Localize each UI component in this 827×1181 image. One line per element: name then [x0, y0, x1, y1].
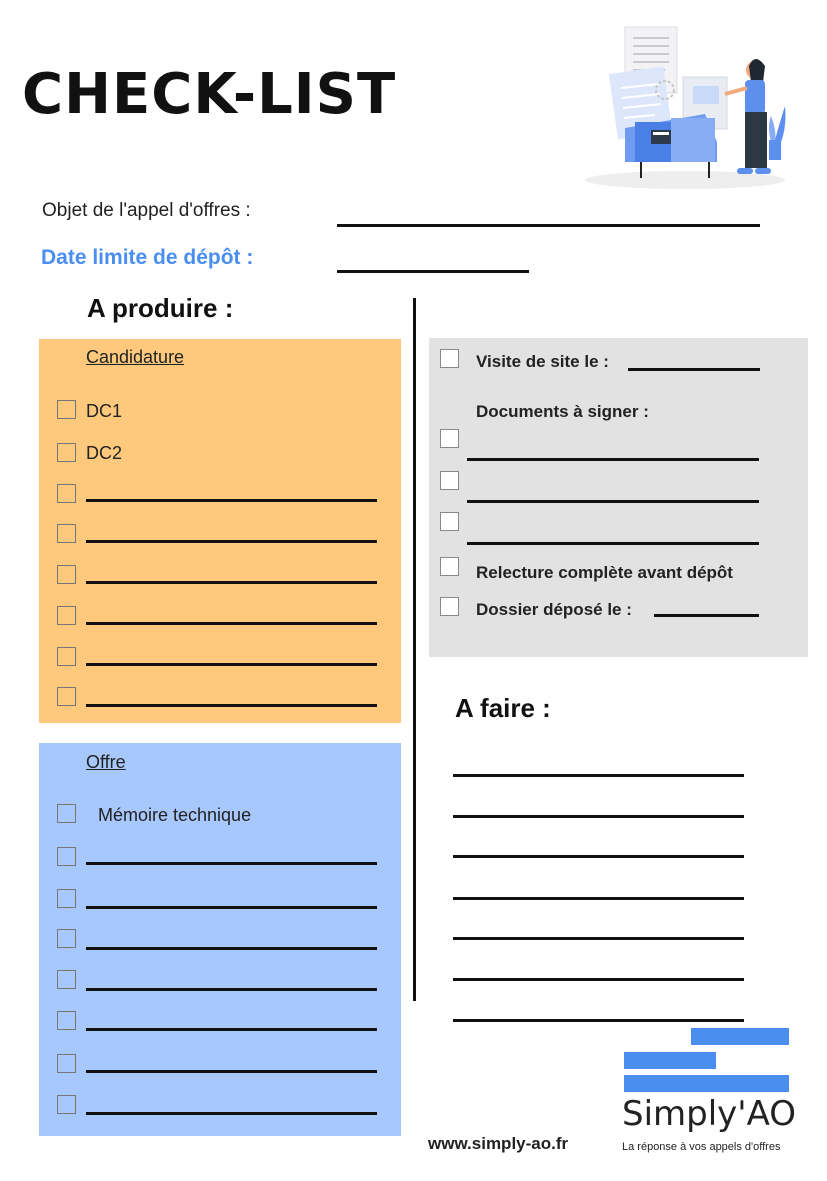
checkbox-candidature-4[interactable] — [57, 524, 76, 543]
offre-line-2[interactable] — [86, 862, 377, 865]
checkbox-candidature-5[interactable] — [57, 565, 76, 584]
candidature-line-3[interactable] — [86, 499, 377, 502]
candidature-line-4[interactable] — [86, 540, 377, 543]
logo-bar-1 — [691, 1028, 789, 1045]
date-limite-field[interactable] — [337, 270, 529, 273]
candidature-title: Candidature — [86, 347, 185, 367]
vertical-divider — [413, 298, 416, 1001]
offre-title: Offre — [86, 752, 126, 772]
item-dc1: DC1 — [86, 401, 123, 421]
item-memoire-technique: Mémoire technique — [98, 805, 252, 825]
checkbox-offre-7[interactable] — [57, 1054, 76, 1073]
todo-line-5[interactable] — [453, 937, 744, 940]
page-title: CHECK-LIST — [22, 62, 397, 127]
documents-signer-label: Documents à signer : — [476, 402, 649, 421]
produire-heading: A produire : — [87, 293, 234, 323]
checkbox-dc2[interactable] — [57, 443, 76, 462]
dossier-depose-date-field[interactable] — [654, 614, 759, 617]
checkbox-offre-8[interactable] — [57, 1095, 76, 1114]
checkbox-document-2[interactable] — [440, 471, 459, 490]
objet-field[interactable] — [337, 224, 760, 227]
visite-site-date-field[interactable] — [628, 368, 760, 371]
candidature-panel — [39, 339, 401, 723]
item-dc2: DC2 — [86, 443, 123, 463]
offre-line-3[interactable] — [86, 906, 377, 909]
checkbox-offre-4[interactable] — [57, 929, 76, 948]
dossier-depose-label: Dossier déposé le : — [476, 600, 632, 619]
candidature-line-7[interactable] — [86, 663, 377, 666]
candidature-line-5[interactable] — [86, 581, 377, 584]
checkbox-offre-3[interactable] — [57, 889, 76, 908]
checkbox-offre-6[interactable] — [57, 1011, 76, 1030]
todo-line-7[interactable] — [453, 1019, 744, 1022]
offre-line-4[interactable] — [86, 947, 377, 950]
document-line-1[interactable] — [467, 458, 759, 461]
checkbox-dossier-depose[interactable] — [440, 597, 459, 616]
document-line-3[interactable] — [467, 542, 759, 545]
todo-line-6[interactable] — [453, 978, 744, 981]
logo-bar-2 — [624, 1052, 716, 1069]
offre-line-5[interactable] — [86, 988, 377, 991]
todo-line-4[interactable] — [453, 897, 744, 900]
checkbox-memoire-technique[interactable] — [57, 804, 76, 823]
checkbox-candidature-7[interactable] — [57, 647, 76, 666]
faire-heading: A faire : — [455, 693, 551, 723]
checkbox-relecture[interactable] — [440, 557, 459, 576]
todo-line-2[interactable] — [453, 815, 744, 818]
logo-name: Simply'AO — [622, 1094, 797, 1134]
checkbox-document-3[interactable] — [440, 512, 459, 531]
checkbox-candidature-3[interactable] — [57, 484, 76, 503]
objet-label: Objet de l'appel d'offres : — [42, 200, 251, 221]
checkbox-offre-2[interactable] — [57, 847, 76, 866]
todo-line-1[interactable] — [453, 774, 744, 777]
offre-line-7[interactable] — [86, 1070, 377, 1073]
checkbox-document-1[interactable] — [440, 429, 459, 448]
checkbox-visite-site[interactable] — [440, 349, 459, 368]
side-panel — [429, 338, 808, 657]
candidature-line-6[interactable] — [86, 622, 377, 625]
offre-line-8[interactable] — [86, 1112, 377, 1115]
office-illustration — [585, 22, 790, 192]
offre-panel — [39, 743, 401, 1136]
checkbox-candidature-6[interactable] — [57, 606, 76, 625]
relecture-label: Relecture complète avant dépôt — [476, 563, 733, 582]
checkbox-candidature-8[interactable] — [57, 687, 76, 706]
offre-line-6[interactable] — [86, 1028, 377, 1031]
website-link[interactable]: www.simply-ao.fr — [428, 1134, 569, 1153]
checkbox-dc1[interactable] — [57, 400, 76, 419]
todo-line-3[interactable] — [453, 855, 744, 858]
date-limite-label: Date limite de dépôt : — [41, 246, 254, 269]
candidature-line-8[interactable] — [86, 704, 377, 707]
document-line-2[interactable] — [467, 500, 759, 503]
visite-site-label: Visite de site le : — [476, 352, 609, 371]
logo-bar-3 — [624, 1075, 789, 1092]
checkbox-offre-5[interactable] — [57, 970, 76, 989]
logo-tagline: La réponse à vos appels d'offres — [622, 1141, 781, 1153]
